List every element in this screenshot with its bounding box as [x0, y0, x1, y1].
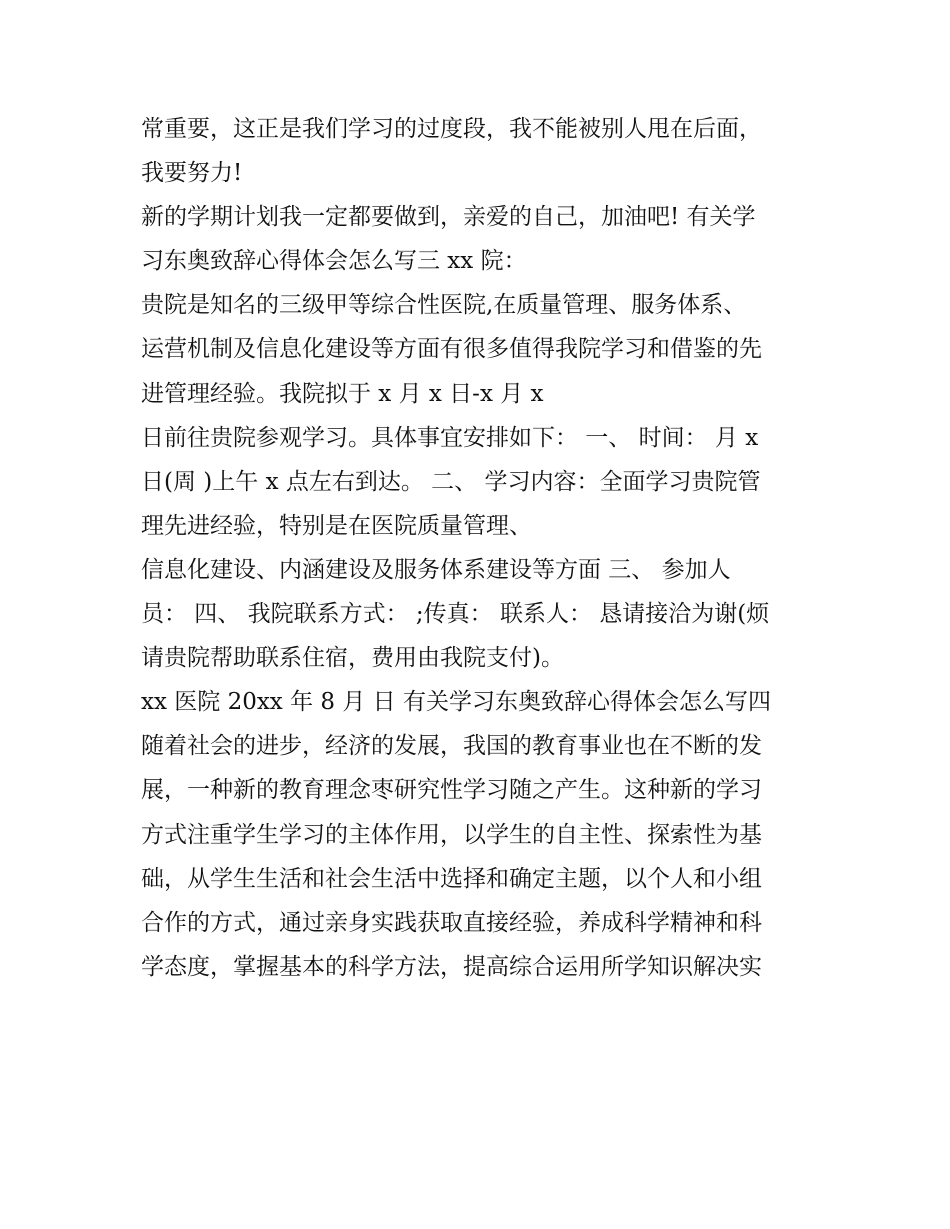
text-line: 员： 四、 我院联系方式： ;传真： 联系人： 恳请接洽为谢(烦: [141, 601, 770, 628]
text-line: 贵院是知名的三级甲等综合性医院,在质量管理、服务体系、: [141, 292, 747, 319]
text-line: 展，一种新的教育理念枣研究性学习随之产生。这种新的学习: [141, 777, 762, 804]
body-text: [141, 107, 821, 989]
text-line: 日前往贵院参观学习。具体事宜安排如下： 一、 时间： 月 x: [141, 424, 759, 451]
text-line: 日(周 )上午 x 点左右到达。 二、 学习内容：全面学习贵院管: [141, 468, 761, 495]
text-line: 方式注重学生学习的主体作用，以学生的自主性、探索性为基: [141, 821, 762, 848]
text-line: 信息化建设、内涵建设及服务体系建设等方面 三、 参加人: [141, 556, 731, 583]
text-line: 进管理经验。我院拟于 x 月 x 日-x 月 x: [141, 380, 544, 407]
text-line: 合作的方式，通过亲身实践获取直接经验，养成科学精神和科: [141, 909, 762, 936]
text-line: 运营机制及信息化建设等方面有很多值得我院学习和借鉴的先: [141, 336, 762, 363]
text-line: 理先进经验，特别是在医院质量管理、: [141, 512, 532, 539]
text-line: 础，从学生生活和社会生活中选择和确定主题，以个人和小组: [141, 865, 762, 892]
text-line: 我要努力!: [141, 160, 243, 187]
text-line: 随着社会的进步，经济的发展，我国的教育事业也在不断的发: [141, 733, 762, 760]
text-line: xx 医院 20xx 年 8 月 日 有关学习东奥致辞心得体会怎么写四: [141, 689, 771, 716]
text-line: 请贵院帮助联系住宿，费用由我院支付)。: [141, 645, 564, 672]
text-line: 习东奥致辞心得体会怎么写三 xx 院：: [141, 248, 527, 275]
text-line: 学态度，掌握基本的科学方法，提高综合运用所学知识解决实: [141, 953, 762, 980]
text-line: 常重要，这正是我们学习的过度段，我不能被别人甩在后面，: [141, 116, 762, 142]
text-line: 新的学期计划我一定都要做到，亲爱的自己，加油吧! 有关学: [141, 204, 756, 231]
